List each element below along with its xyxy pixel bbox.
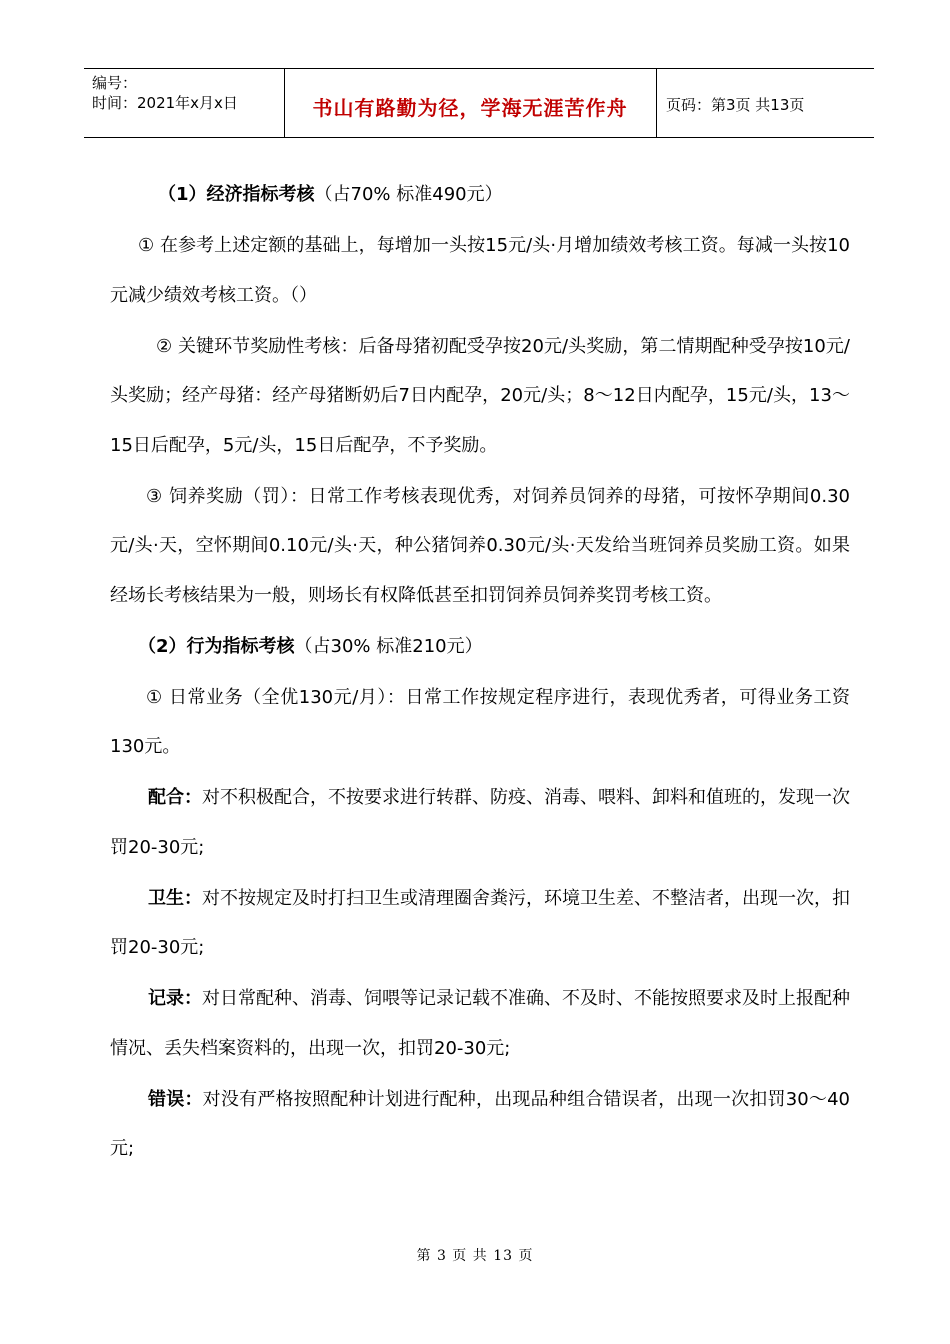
header-page-cell bbox=[658, 69, 874, 137]
rule-item-cooperation bbox=[110, 773, 850, 872]
rule-item-errors bbox=[110, 1075, 850, 1174]
rule-item-text: 对不积极配合，不按要求进行转群、防疫、消毒、喂料、卸料和值班的，发现一次罚20-30元; bbox=[110, 787, 850, 858]
rule-item-records bbox=[110, 974, 850, 1073]
header-page-info: 页码：第3页 共13页 bbox=[666, 96, 805, 114]
document-body bbox=[110, 170, 850, 1174]
rule-item-label: 卫生： bbox=[148, 887, 202, 909]
rule-item-label: 错误： bbox=[148, 1088, 203, 1110]
section-1-paragraph-2: ② 关键环节奖励性考核：后备母猪初配受孕按20元/头奖励，第二情期配种受孕按10元/头奖励；经产母猪：经产母猪断奶后7日内配孕，20元/头；8～12日内配孕，15元/头，13～15日后配孕，5元/头，15日后配孕，不予奖励。 bbox=[110, 335, 850, 456]
section-2-heading bbox=[110, 622, 850, 672]
rule-item-text: 对日常配种、消毒、饲喂等记录记载不准确、不及时、不能按照要求及时上报配种情况、丢失档案资料的，出现一次，扣罚20-30元; bbox=[110, 988, 850, 1059]
section-2-title: （2）行为指标考核 bbox=[138, 635, 295, 657]
header-meta-cell bbox=[84, 69, 285, 137]
page-header bbox=[84, 68, 874, 138]
document-time-label: 时间：2021年x月x日 bbox=[92, 94, 238, 112]
document-number-label: 编号： bbox=[92, 74, 138, 92]
rule-item-text: 对不按规定及时打扫卫生或清理圈舍粪污，环境卫生差、不整洁者，出现一次，扣罚20-30元; bbox=[110, 887, 850, 958]
rule-item-label: 记录： bbox=[148, 988, 202, 1009]
section-1-paragraph-1: ① 在参考上述定额的基础上，每增加一头按15元/头·月增加绩效考核工资。每减一头按10元减少绩效考核工资。（） bbox=[110, 235, 850, 306]
rule-item-label: 配合： bbox=[148, 787, 202, 808]
section-1-heading bbox=[110, 170, 850, 220]
section-1-title: （1）经济指标考核 bbox=[158, 184, 315, 205]
header-motto: 书山有路勤为径，学海无涯苦作舟 bbox=[312, 96, 628, 120]
header-motto-cell bbox=[284, 69, 657, 137]
section-1-paragraph-3: ③ 饲养奖励（罚）：日常工作考核表现优秀，对饲养员饲养的母猪，可按怀孕期间0.30元/头·天，空怀期间0.10元/头·天，种公猪饲养0.30元/头·天发给当班饲养员奖励工资。如果经场长考核结果为一般，则场长有权降低甚至扣罚饲养员饲养奖罚考核工资。 bbox=[110, 485, 850, 606]
section-2-paragraph-1: ① 日常业务（全优130元/月）：日常工作按规定程序进行，表现优秀者，可得业务工资130元。 bbox=[110, 686, 850, 757]
section-1-note: （占70% 标准490元） bbox=[314, 184, 503, 205]
rule-item-hygiene bbox=[110, 874, 850, 973]
section-2-note: （占30% 标准210元） bbox=[294, 635, 483, 657]
page-footer: 第 3 页 共 13 页 bbox=[416, 1248, 534, 1264]
rule-item-text: 对没有严格按照配种计划进行配种，出现品种组合错误者，出现一次扣罚30～40元; bbox=[110, 1088, 851, 1159]
